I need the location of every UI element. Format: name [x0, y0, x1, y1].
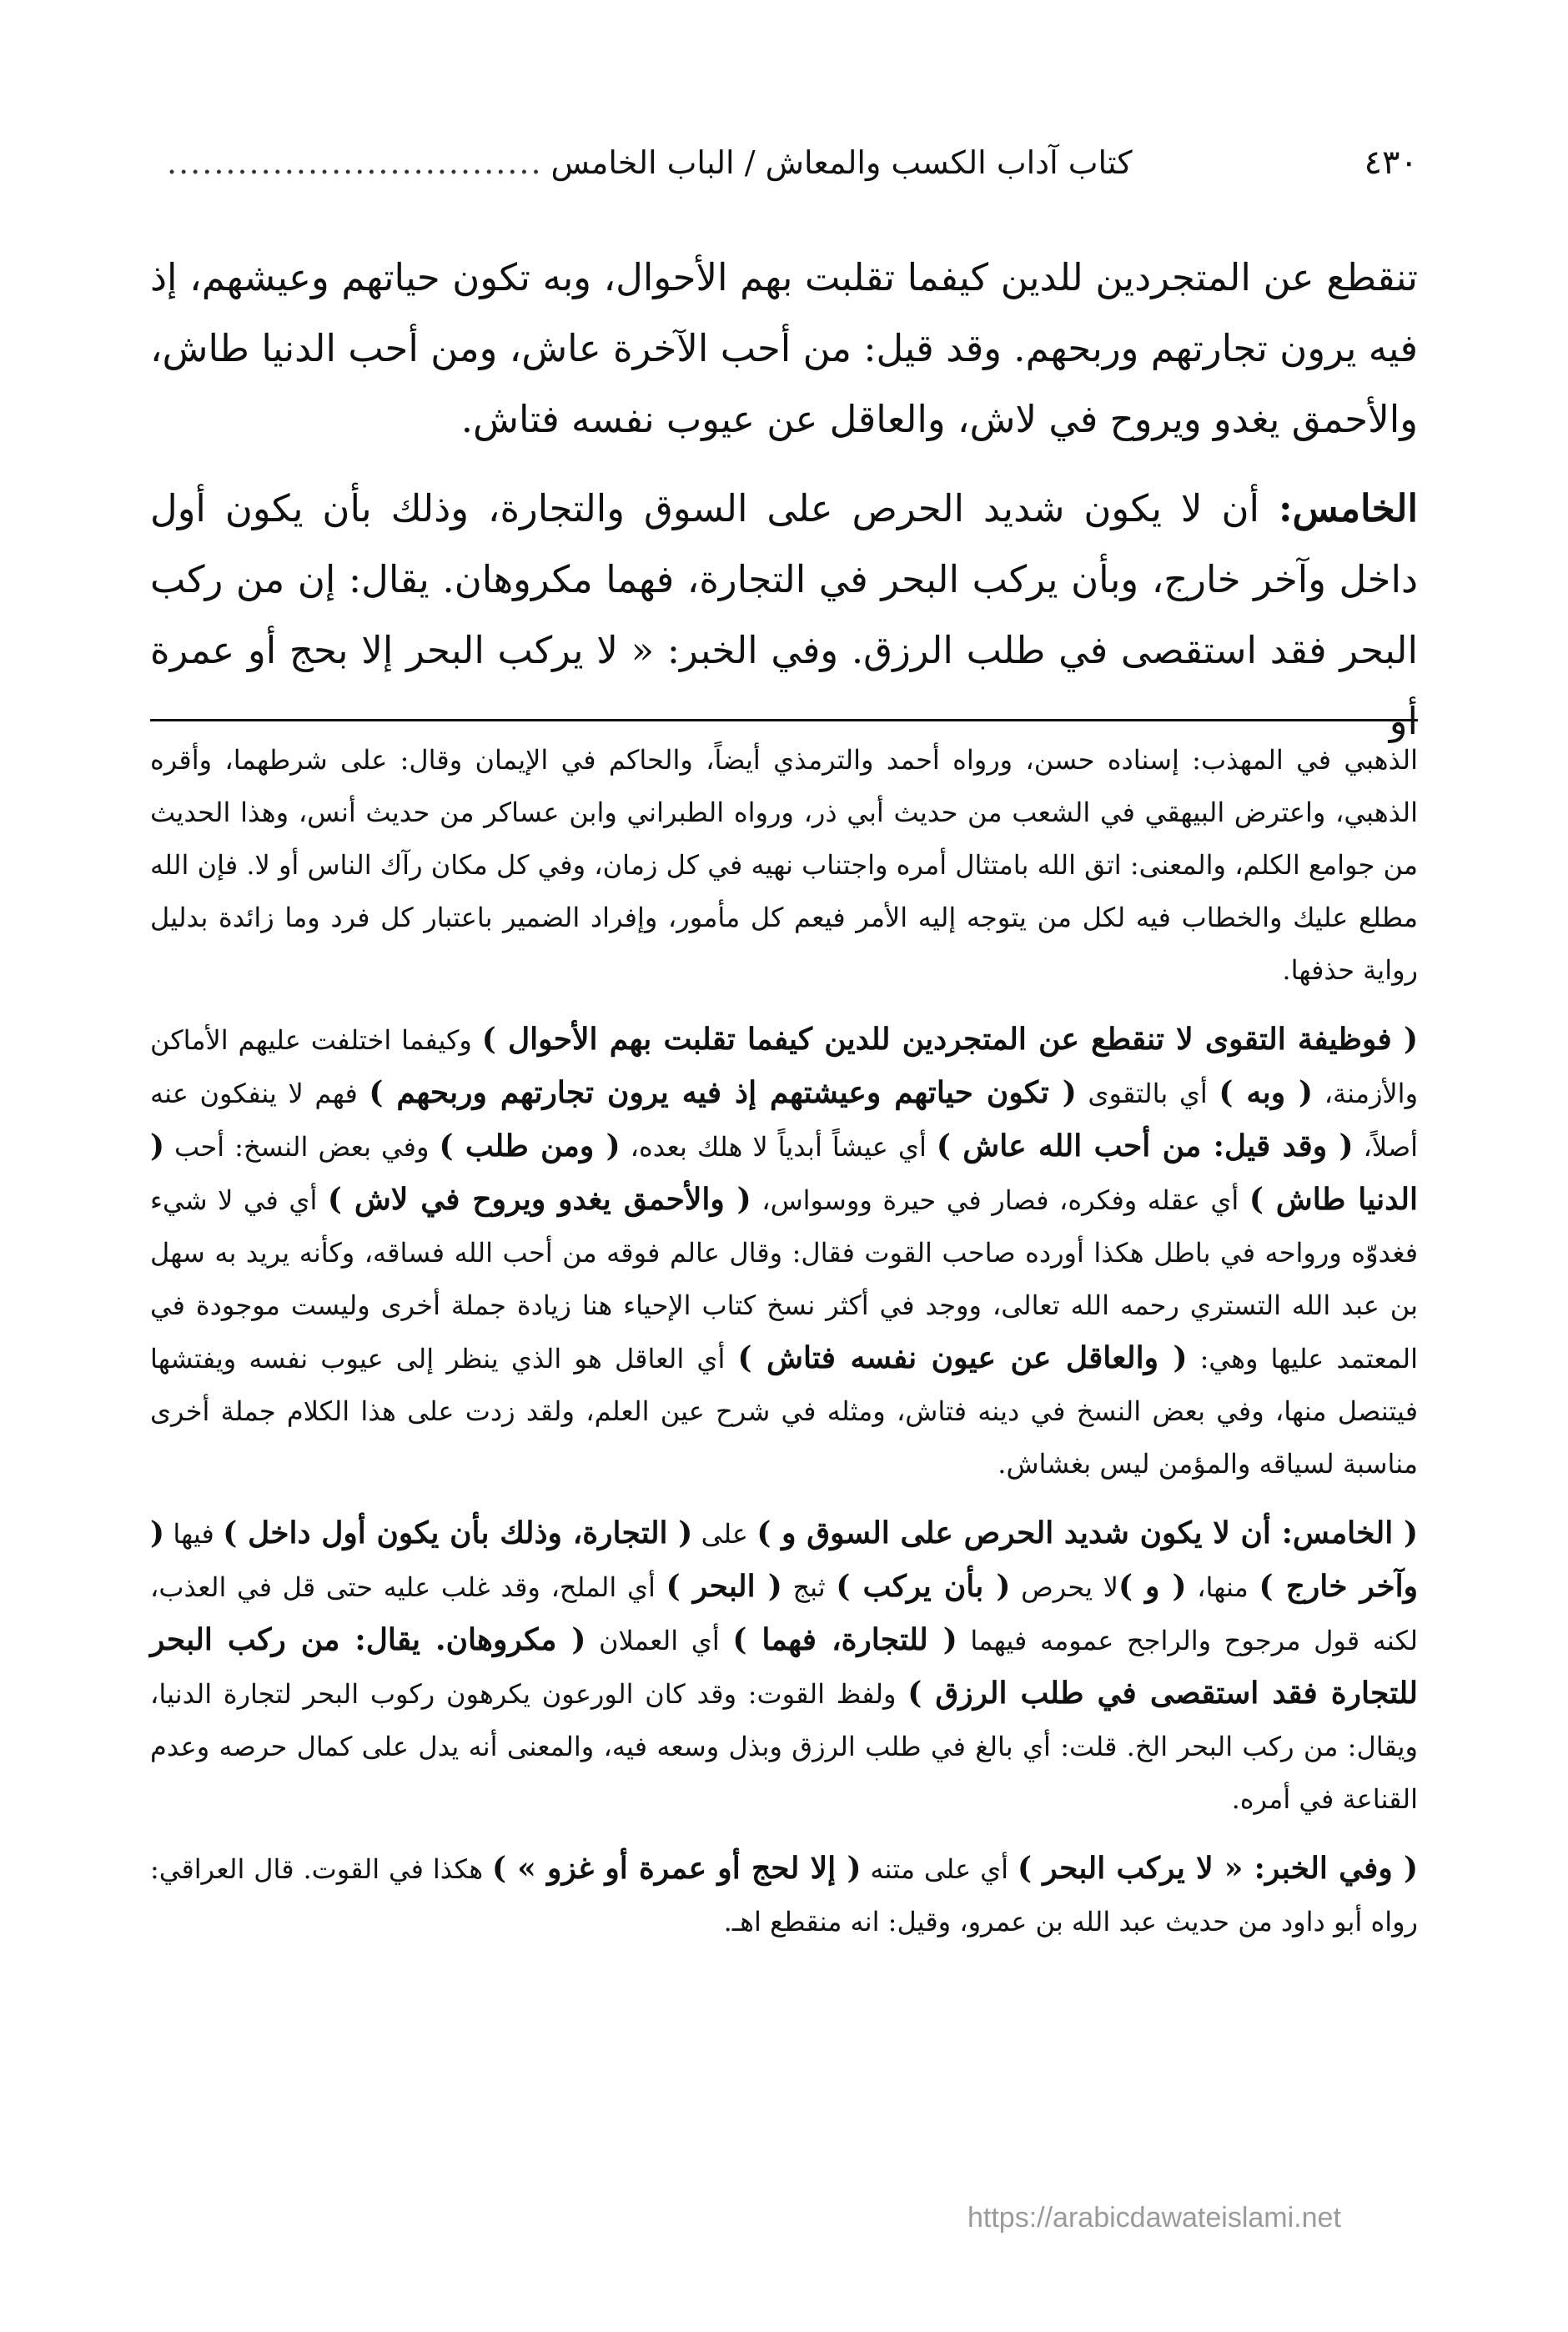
- quoted-text: ( بأن يركب ): [836, 1569, 1011, 1604]
- commentary-paragraph: [150, 1507, 1418, 1826]
- quoted-text: ( والعاقل عن عيون نفسه فتاش ): [737, 1340, 1188, 1375]
- quoted-text: ( إلا لحج أو عمرة أو غزو » ): [492, 1851, 862, 1886]
- commentary-text: أي في لا شيء فغدوّه ورواحه في باطل هكذا أورده صاحب القوت فقال: وقال عالم فوقه من أحب الله فساقه، وكأنه يريد به سهل بن عبد الله التستري رحمه الله تعالى، ووجد في أكثر نسخ كتاب الإحياء هنا زيادة جملة أخرى وليست موجودة في المعتمد عليها وهي:: [150, 1184, 1419, 1375]
- commentary-text: وكيفما اختلفت عليهم الأماكن والأزمنة،: [150, 1024, 1419, 1109]
- header-leader-dots: ................................: [167, 144, 543, 181]
- running-title: كتاب آداب الكسب والمعاش / الباب الخامس: [550, 144, 1133, 181]
- commentary-text: فهم لا ينفكون عنه أصلاً،: [150, 1078, 1419, 1163]
- commentary-text: هكذا في القوت. قال العراقي: رواه أبو داود من حديث عبد الله بن عمرو، وقيل: انه منقطع اهـ.: [150, 1853, 1418, 1937]
- commentary-paragraph: [150, 1013, 1418, 1490]
- commentary-text: الذهبي في المهذب: إسناده حسن، ورواه أحمد والترمذي أيضاً، والحاكم في الإيمان وقال: على شرطهما، وأقره الذهبي، واعترض البيهقي في الشعب من حديث أبي ذر، ورواه الطبراني وابن عساكر من حديث أنس، وهذا الحديث من جوامع الكلم، والمعنى: اتق الله بامتثال أمره واجتناب نهيه في كل زمان، وفي كل مكان رآك الناس أو لا. فإن الله مطلع عليك والخطاب فيه لكل من يتوجه إليه الأمر فيعم كل مأمور، وإفراد الضمير باعتبار كل فرد وما زائدة بدليل رواية حذفها.: [150, 744, 1419, 986]
- source-watermark: https://arabicdawateislami.net: [967, 2202, 1341, 2234]
- commentary-text: أي العاقل هو الذي ينظر إلى عيوب نفسه ويفتشها فيتنصل منها، وفي بعض النسخ في دينه فتاش، ومثله في شرح عين العلم، ولقد زدت على هذا الكلام جملة أخرى مناسبة لسياقه والمؤمن ليس بغشاش.: [150, 1343, 1418, 1480]
- main-text: [150, 242, 1418, 775]
- page-header: [158, 133, 1418, 192]
- commentary: [150, 734, 1418, 1965]
- quoted-text: ( وبه ): [1219, 1075, 1314, 1110]
- quoted-text: ( البحر ): [666, 1569, 782, 1604]
- footnote-divider: [150, 719, 1418, 721]
- commentary-text: منها،: [1186, 1571, 1259, 1603]
- quoted-text: ( وقد قيل: من أحب الله عاش ): [936, 1128, 1354, 1163]
- page-number: ٤٣٠: [1364, 143, 1418, 182]
- commentary-text: أي على متنه: [861, 1853, 1018, 1885]
- commentary-paragraph: [150, 1842, 1418, 1948]
- commentary-text: على: [692, 1518, 757, 1550]
- quoted-text: ( والأحمق يغدو ويروح في لاش ): [327, 1182, 751, 1217]
- quoted-text: ( و ): [1118, 1569, 1187, 1604]
- running-title-block: [158, 144, 1133, 181]
- commentary-text: ثبج: [781, 1571, 837, 1603]
- commentary-text: أي عقله وفكره، فصار في حيرة ووسواس،: [751, 1184, 1249, 1216]
- main-paragraph-text: أن لا يكون شديد الحرص على السوق والتجارة، وذلك بأن يكون أول داخل وآخر خارج، وبأن يركب البحر في التجارة، فهما مكروهان. يقال: إن من ركب البحر فقد استقصى في طلب الرزق. وفي الخبر: « لا يركب البحر إلا بحج أو عمرة أو: [150, 486, 1418, 743]
- quoted-text: ( وآخر خارج ): [150, 1515, 1419, 1604]
- quoted-text: ( التجارة، وذلك بأن يكون أول داخل ): [223, 1515, 693, 1550]
- quoted-text: ( الدنيا طاش ): [150, 1128, 1418, 1217]
- commentary-text: فيها: [164, 1518, 224, 1550]
- section-lead-word: الخامس:: [1278, 486, 1418, 530]
- commentary-text: ولفظ القوت: وقد كان الورعون يكرهون ركوب البحر لتجارة الدنيا، ويقال: من ركب البحر الخ. قلت: أي بالغ في طلب الرزق وبذل وسعه فيه، والمعنى أنه يدل على كمال حرصه وعدم القناعة في أمره.: [150, 1678, 1418, 1815]
- main-paragraph: [150, 242, 1418, 455]
- quoted-text: ( للتجارة، فهما ): [732, 1622, 957, 1657]
- commentary-text: وفي بعض النسخ: أحب: [164, 1131, 440, 1163]
- quoted-text: ( تكون حياتهم وعيشتهم إذ فيه يرون تجارتهم وربحهم ): [369, 1075, 1077, 1110]
- quoted-text: ( فوظيفة التقوى لا تنقطع عن المتجردين للدين كيفما تقلبت بهم الأحوال ): [481, 1022, 1419, 1057]
- commentary-text: أي بالتقوى: [1076, 1078, 1219, 1109]
- main-paragraph-text: تنقطع عن المتجردين للدين كيفما تقلبت بهم الأحوال، وبه تكون حياتهم وعيشهم، إذ فيه يرون تجارتهم وربحهم. وقد قيل: من أحب الآخرة عاش، ومن أحب الدنيا طاش، والأحمق يغدو ويروح في لاش، والعاقل عن عيوب نفسه فتاش.: [150, 255, 1418, 441]
- quoted-text: ( وفي الخبر: « لا يركب البحر ): [1017, 1851, 1419, 1886]
- quoted-text: ( مكروهان. يقال: من ركب البحر للتجارة فقد استقصى في طلب الرزق ): [150, 1622, 1418, 1711]
- commentary-text: أي الملح، وقد غلب عليه حتى قل في العذب، لكنه قول مرجوح والراجح عمومه فيهما: [150, 1571, 1419, 1656]
- commentary-paragraph: [150, 734, 1418, 997]
- quoted-text: ( الخامس: أن لا يكون شديد الحرص على السوق و ): [756, 1515, 1419, 1550]
- quoted-text: ( ومن طلب ): [439, 1128, 621, 1163]
- commentary-text: أي عيشاً أبدياً لا هلك بعده،: [620, 1131, 937, 1163]
- main-paragraph: [150, 473, 1418, 756]
- commentary-text: لا يحرص: [1010, 1571, 1118, 1603]
- commentary-text: أي العملان: [585, 1625, 733, 1656]
